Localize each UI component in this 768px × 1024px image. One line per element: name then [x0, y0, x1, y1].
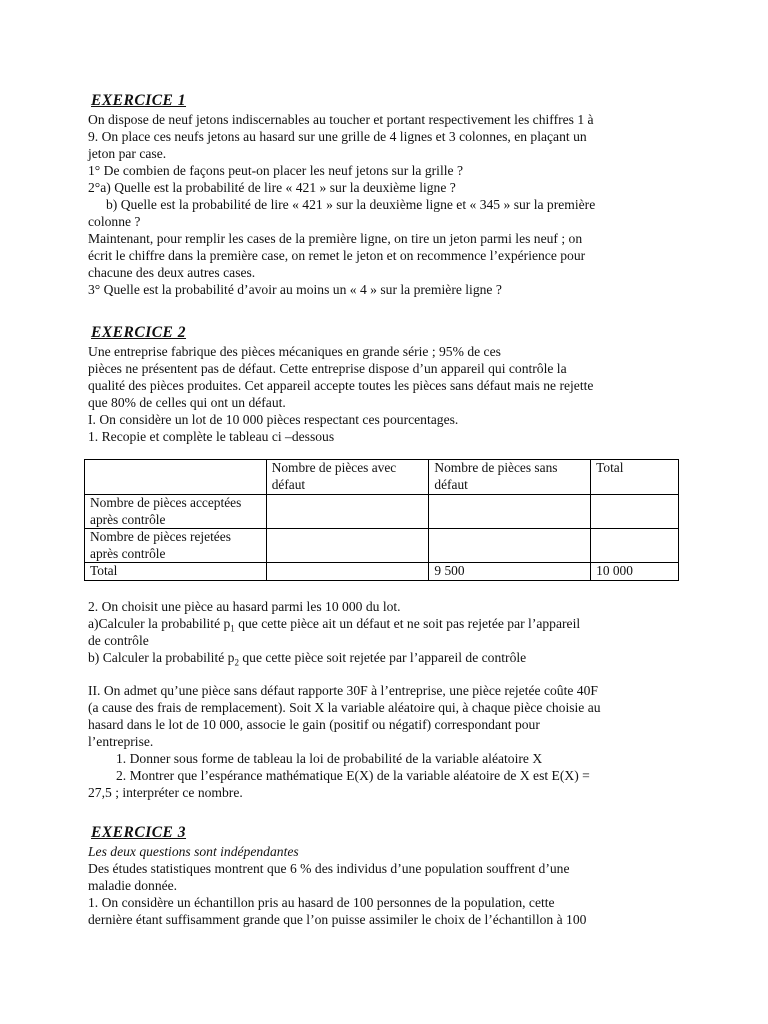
question-text: b) Calculer la probabilité p: [88, 650, 235, 665]
exercise-2-line: 1. Recopie et complète le tableau ci –dessous: [88, 429, 335, 444]
table-cell: [266, 563, 429, 581]
exercise-1-title: EXERCICE 1: [91, 92, 187, 109]
table-header-cell: Nombre de pièces avec défaut: [266, 460, 429, 495]
table-cell: [266, 529, 429, 563]
question-line: [88, 649, 688, 666]
table-cell: [266, 495, 429, 529]
table-row: [85, 529, 679, 563]
part-2-item: 1. Donner sous forme de tableau la loi de probabilité de la variable aléatoire X: [116, 751, 543, 766]
table-row-label: Total: [85, 563, 267, 581]
table-header-cell: Total: [591, 460, 679, 495]
question-line: de contrôle: [88, 633, 149, 648]
table-cell: [591, 529, 679, 563]
exercise-1-line: chacune des deux autres cases.: [88, 265, 256, 280]
exercise-3-line: dernière étant suffisamment grande que l’on puisse assimiler le choix de l’échantillon à 100: [88, 912, 587, 927]
exercise-3-line: maladie donnée.: [88, 878, 178, 893]
exercise-2-line: que 80% de celles qui ont un défaut.: [88, 395, 286, 410]
exercise-1-line: Maintenant, pour remplir les cases de la première ligne, on tire un jeton parmi les neuf ; on: [88, 231, 583, 246]
part-2-line: II. On admet qu’une pièce sans défaut rapporte 30F à l’entreprise, une pièce rejetée coûte 40F: [88, 683, 598, 698]
table-cell: [591, 495, 679, 529]
exercise-1-line: 3° Quelle est la probabilité d’avoir au moins un « 4 » sur la première ligne ?: [88, 282, 502, 297]
question-text: que cette pièce ait un défaut et ne soit pas rejetée par l’appareil: [234, 616, 581, 631]
exercise-1-line: 1° De combien de façons peut-on placer les neuf jetons sur la grille ?: [88, 163, 463, 178]
exercise-1-line: b) Quelle est la probabilité de lire « 421 » sur la deuxième ligne et « 345 » sur la première: [106, 197, 596, 212]
exercise-1-line: 9. On place ces neufs jetons au hasard sur une grille de 4 lignes et 3 colonnes, en plaçant un: [88, 129, 587, 144]
exercise-1-line: écrit le chiffre dans la première case, on remet le jeton et on recommence l’expérience pour: [88, 248, 586, 263]
question-text: que cette pièce soit rejetée par l’appareil de contrôle: [238, 650, 527, 665]
subscript: 2: [234, 657, 239, 668]
exercise-2-line: qualité des pièces produites. Cet appareil accepte toutes les pièces sans défaut mais ne rejette: [88, 378, 594, 393]
table-cell: [429, 495, 591, 529]
exercise-2-line: I. On considère un lot de 10 000 pièces respectant ces pourcentages.: [88, 412, 459, 427]
exercise-3-line: Des études statistiques montrent que 6 % des individus d’une population souffrent d’une: [88, 861, 570, 876]
table-cell: [429, 529, 591, 563]
exercise-2: [88, 323, 688, 445]
exercise-1-line: 2°a) Quelle est la probabilité de lire « 421 » sur la deuxième ligne ?: [88, 180, 456, 195]
table-row: [85, 495, 679, 529]
part-2-line: hasard dans le lot de 10 000, associe le gain (positif ou négatif) correspondant pour: [88, 717, 540, 732]
exercise-2-part-2: [88, 682, 688, 801]
question-line: 2. On choisit une pièce au hasard parmi les 10 000 du lot.: [88, 599, 401, 614]
exercise-2-line: Une entreprise fabrique des pièces mécaniques en grande série ; 95% de ces: [88, 344, 501, 359]
exercise-3-subtitle: Les deux questions sont indépendantes: [88, 844, 299, 859]
exercise-2-title: EXERCICE 2: [91, 324, 187, 341]
completion-table: [84, 459, 679, 581]
part-2-item: 2. Montrer que l’espérance mathématique E(X) de la variable aléatoire de X est E(X) =: [116, 768, 590, 783]
table-cell: 10 000: [591, 563, 679, 581]
table-header-row: [85, 460, 679, 495]
table-cell: [85, 460, 267, 495]
part-2-line: l’entreprise.: [88, 734, 154, 749]
table-row-label: Nombre de pièces acceptées après contrôle: [85, 495, 267, 529]
exercise-1-line: On dispose de neuf jetons indiscernables au toucher et portant respectivement les chiffres 1 à: [88, 112, 594, 127]
table-cell: 9 500: [429, 563, 591, 581]
part-2-line: (a cause des frais de remplacement). Soit X la variable aléatoire qui, à chaque pièce choisie au: [88, 700, 601, 715]
exercise-1: [88, 91, 688, 298]
question-text: a)Calculer la probabilité p: [88, 616, 231, 631]
question-line: [88, 615, 688, 632]
exercise-3-line: 1. On considère un échantillon pris au hasard de 100 personnes de la population, cette: [88, 895, 555, 910]
exercise-3: [88, 823, 688, 928]
subscript: 1: [230, 623, 235, 634]
exercise-1-line: jeton par case.: [88, 146, 167, 161]
exercise-2-line: pièces ne présentent pas de défaut. Cette entreprise dispose d’un appareil qui contrôle la: [88, 361, 567, 376]
table-row-label: Nombre de pièces rejetées après contrôle: [85, 529, 267, 563]
exercise-3-title: EXERCICE 3: [91, 824, 187, 841]
table-header-cell: Nombre de pièces sans défaut: [429, 460, 591, 495]
part-2-line: 27,5 ; interpréter ce nombre.: [88, 785, 243, 800]
exercise-2-question-2: [88, 598, 688, 666]
exercise-1-line: colonne ?: [88, 214, 141, 229]
table-row: [85, 563, 679, 581]
